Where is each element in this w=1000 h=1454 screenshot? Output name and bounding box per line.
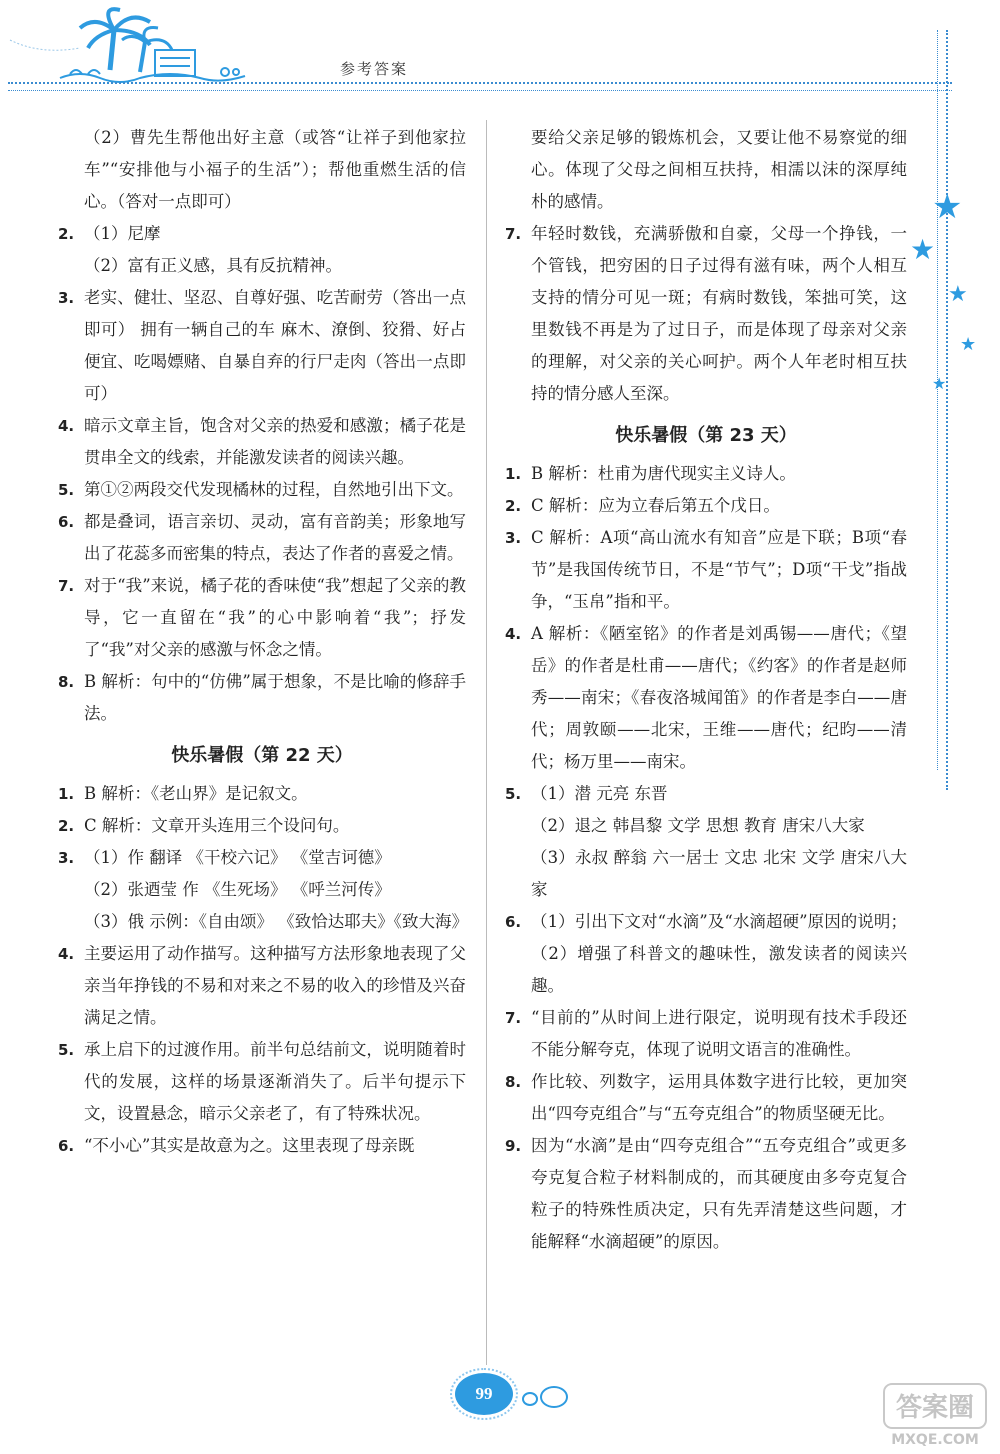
answer-item: 8. 作比较、列数字，运用具体数字进行比较，更加突出“四夸克组合”与“五夸克组合”的物质坚硬无比。 [505,1072,907,1123]
palm-tree-header-illustration [0,0,260,95]
answer-item: 9. 因为“水滴”是由“四夸克组合”“五夸克组合”或更多夸克复合粒子材料制成的，而其硬度由多夸克复合粒子的特殊性质决定，只有先弄清楚这些问题，才能解释“水滴超硬”的原因。 [505,1136,907,1251]
star-icon: ★ [960,334,977,355]
star-icon: ★ [910,233,936,266]
answer-item: 6. 都是叠词，语言亲切、灵动，富有音韵美；形象地写出了花蕊多而密集的特点，表达了作者的喜爱之情。 [58,512,466,563]
bubble-icon [540,1386,568,1408]
header-dotted-line [8,82,952,84]
answer-item: 3. C 解析：A项“高山流水有知音”应是下联；B项“春节”是我国传统节日，不是“节气”；D项“干戈”指战争，“玉帛”指和平。 [505,528,907,611]
header-dotted-line-secondary [8,90,952,91]
star-icon: ★ [948,282,968,307]
answer-item: 3. 老实、健壮、坚忍、自尊好强、吃苦耐劳（答出一点即可） 拥有一辆自己的车 麻木、潦倒、狡猾、好占便宜、吃喝嫖赌、自暴自弃的行尸走肉（答出一点即可） [58,288,466,403]
side-dotted-line [946,30,948,790]
answer-item: 6. （1）引出下文对“水滴”及“水滴超硬”原因的说明；（2）增强了科普文的趣味性，激发读者的阅读兴趣。 [505,912,907,995]
answer-item: 1. B 解析：《老山界》是记叙文。 [58,784,308,803]
answer-item: 4. 暗示文章主旨，饱含对父亲的热爱和感激；橘子花是贯串全文的线索，并能激发读者的阅读兴趣。 [58,416,466,467]
watermark-text: 答案圈 [895,1393,975,1423]
answer-item: （3）俄 示例：《自由颂》 《致恰达耶夫》《致大海》 [84,912,468,931]
star-icon: ★ [932,187,963,227]
answer-item: （2）退之 韩昌黎 文学 思想 教育 唐宋八大家 [531,816,865,835]
answer-item: 7. 年轻时数钱，充满骄傲和自豪，父母一个挣钱，一个管钱，把穷困的日子过得有滋有味，两个人相互支持的情分可见一斑；有病时数钱，笨拙可笑，这里数钱不再是为了过日子，而是体现了母亲对父亲的理解，对父亲的关心呵护。两个人年老时相互扶持的情分感人至深。 [505,224,907,403]
answer-item: （2）富有正义感，具有反抗精神。 [84,256,342,275]
answer-item: 8. B 解析：句中的“仿佛”属于想象，不是比喻的修辞手法。 [58,672,466,723]
answer-item: 1. B 解析：杜甫为唐代现实主义诗人。 [505,464,796,483]
section-title-day-23: 快乐暑假（第 23 天） [615,425,797,446]
answer-item: 4. A 解析：《陋室铭》的作者是刘禹锡——唐代；《望岳》的作者是杜甫——唐代；《约客》的作者是赵师秀——南宋；《春夜洛城闻笛》的作者是李白——唐代；周敦颐——北宋，王维——唐代；纪昀——清代；杨万里——南宋。 [505,624,907,771]
header-title: 参考答案 [340,60,409,78]
answer-item: 7. “目前的”从时间上进行限定，说明现有技术手段还不能分解夸克，体现了说明文语言的准确性。 [505,1008,907,1059]
column-divider [486,120,487,1365]
answer-item: （2）曹先生帮他出好主意（或答“让祥子到他家拉车”“安排他与小福子的生活”）；帮他重燃生活的信心。（答对一点即可） [84,128,466,211]
answer-item: 5. 第①②两段交代发现橘林的过程，自然地引出下文。 [58,480,464,499]
answer-item: 5. （1）潜 元亮 东晋 [505,784,668,803]
left-column [58,122,466,1162]
star-icon: ★ [932,374,947,393]
answer-item: 3. （1）作 翻译 《干校六记》 《堂吉诃德》 [58,848,391,867]
answer-item: 7. 对于“我”来说，橘子花的香味使“我”想起了父亲的教导，它一直留在“我”的心中影响着“我”；抒发了“我”对父亲的感激与怀念之情。 [58,576,466,659]
bubble-icon [522,1392,538,1406]
right-column [505,122,907,1258]
answer-item: 要给父亲足够的锻炼机会，又要让他不易察觉的细心。体现了父母之间相互扶持，相濡以沫的深厚纯朴的感情。 [531,128,907,211]
answer-item: 6. “不小心”其实是故意为之。这里表现了母亲既 [58,1136,415,1155]
watermark-url: MXQE.COM [891,1432,979,1448]
answer-item: （3）永叔 醉翁 六一居士 文忠 北宋 文学 唐宋八大家 [531,848,907,899]
answer-item: 5. 承上启下的过渡作用。前半句总结前文，说明随着时代的发展，这样的场景逐渐消失了。后半句提示下文，设置悬念，暗示父亲老了，有了特殊状况。 [58,1040,466,1123]
side-dotted-line-secondary [937,30,938,770]
page-number: 99 [455,1373,513,1415]
section-title-day-22: 快乐暑假（第 22 天） [171,745,353,766]
answer-item: 2. C 解析：应为立春后第五个戊日。 [505,496,780,515]
answer-item: （2）张迺莹 作 《生死场》 《呼兰河传》 [84,880,391,899]
answer-item: 4. 主要运用了动作描写。这种描写方法形象地表现了父亲当年挣钱的不易和对来之不易的收入的珍惜及兴奋满足之情。 [58,944,466,1027]
answer-item: 2. （1）尼摩 [58,224,161,243]
answer-item: 2. C 解析：文章开头连用三个设问句。 [58,816,350,835]
watermark-logo [880,1380,990,1450]
